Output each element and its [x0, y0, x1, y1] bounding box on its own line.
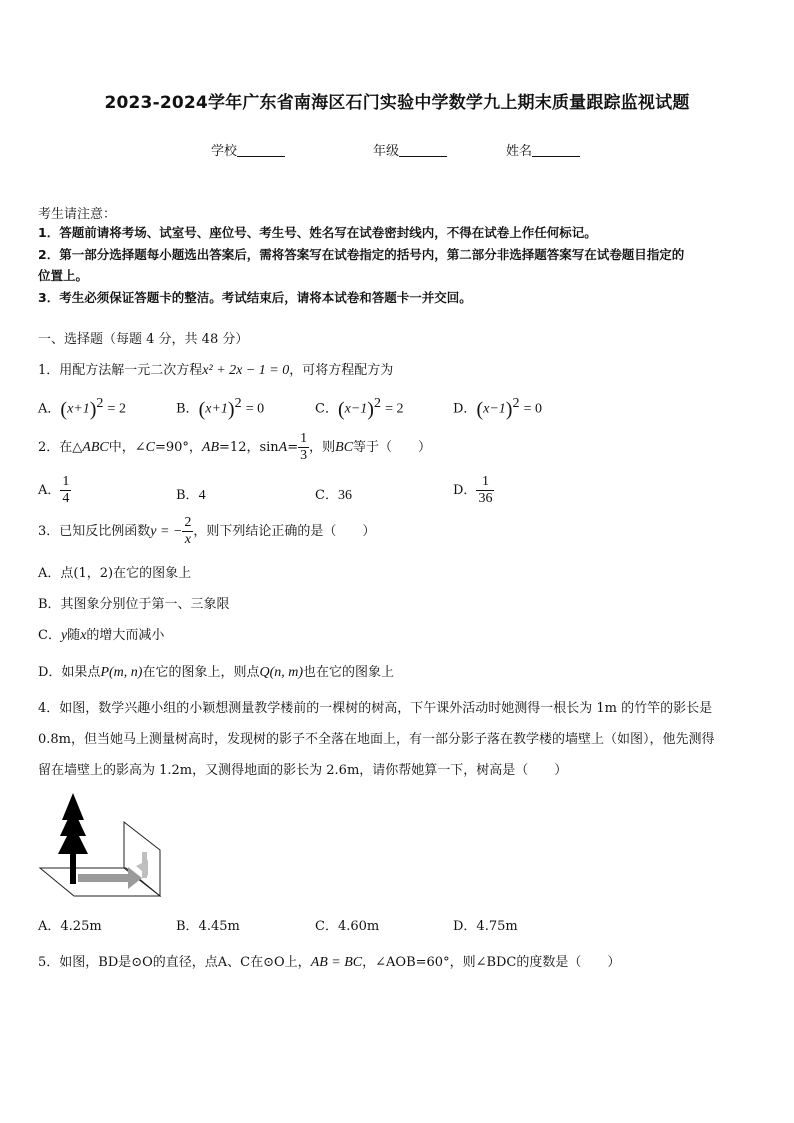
- q3-option-a[interactable]: A．点(1，2)在它的图象上: [38, 566, 192, 581]
- notice-item-3: 3．考生必须保证答题卡的整洁。考试结束后，请将本试卷和答题卡一并交回。: [38, 290, 472, 305]
- q2-option-d[interactable]: D． $\frac{1}{36}$: [453, 474, 493, 506]
- section-heading: 一、选择题（每题 4 分，共 48 分）: [38, 332, 249, 347]
- notice-item-2: 2．第一部分选择题每小题选出答案后，需将答案写在试卷指定的括号内，第二部分非选择题答案写在试卷题目指定的: [38, 247, 685, 262]
- tree-shadow-figure: [38, 790, 163, 900]
- q2-fraction: $\frac{1}{3}$: [300, 431, 308, 463]
- page-title: 2023-2024学年广东省南海区石门实验中学数学九上期末质量跟踪监视试题: [104, 93, 690, 113]
- question-4-line-1: 4．如图，数学兴趣小组的小颖想测量教学楼前的一棵树的树高，下午课外活动时她测得一根长为 1m 的竹竿的影长是: [38, 701, 713, 716]
- tree-icon: [58, 793, 88, 884]
- name-label: 姓名: [506, 144, 533, 159]
- q3-option-b[interactable]: B．其图象分别位于第一、三象限: [38, 597, 230, 612]
- question-4-line-3: 留在墙壁上的影高为 1.2m，又测得地面的影长为 2.6m，请你帮她算一下，树高是（ ）: [38, 763, 568, 778]
- q2-option-c[interactable]: C．36: [315, 488, 352, 503]
- q2-option-b[interactable]: B．4: [176, 488, 206, 503]
- grade-label: 年级: [373, 144, 400, 159]
- notice-heading: 考生请注意：: [38, 207, 117, 222]
- name-field[interactable]: [506, 140, 580, 159]
- notice-item-2-cont: 位置上。: [38, 268, 89, 283]
- q2-option-a[interactable]: A． $\frac{1}{4}$: [38, 474, 70, 506]
- q3-option-d[interactable]: D．如果点P(m, n)在它的图象上，则点Q(n, m)也在它的图象上: [38, 665, 395, 680]
- school-label: 学校: [211, 144, 238, 159]
- q4-option-b[interactable]: B．4.45m: [176, 919, 240, 934]
- shadow-arrow: [78, 852, 148, 889]
- q3-option-c[interactable]: C．y随x的增大而减小: [38, 628, 165, 643]
- question-4-line-2: 0.8m，但当她马上测量树高时，发现树的影子不全落在地面上，有一部分影子落在教学楼的墙壁上（如图），他先测得: [38, 732, 715, 747]
- q1-option-a[interactable]: A．$(x+1)^2 = 2$: [38, 396, 126, 421]
- question-5: 5．如图，BD是⊙O的直径，点A、C在⊙O上，AB = BC，∠AOB=60°，则∠BDC的度数是（ ）: [38, 955, 621, 970]
- grade-field[interactable]: [373, 140, 447, 159]
- question-1: 1．用配方法解一元二次方程x² + 2x − 1 = 0，可将方程配方为: [38, 363, 394, 378]
- q4-option-a[interactable]: A．4.25m: [38, 919, 102, 934]
- q3-fraction: $\frac{2}{x}$: [184, 515, 192, 547]
- q1-equation: x² + 2x − 1 = 0: [202, 363, 290, 378]
- q4-option-d[interactable]: D．4.75m: [453, 919, 518, 934]
- question-3: 3．已知反比例函数y = − $\frac{2}{x}$ ，则下列结论正确的是（ ）: [38, 515, 376, 547]
- notice-item-1: 1．答题前请将考场、试室号、座位号、考生号、姓名写在试卷密封线内，不得在试卷上作任何标记。: [38, 225, 597, 240]
- school-field[interactable]: [211, 140, 285, 159]
- q1-option-c[interactable]: C．$(x-1)^2 = 2$: [315, 396, 404, 421]
- q4-option-c[interactable]: C．4.60m: [315, 919, 380, 934]
- q1-option-b[interactable]: B．$(x+1)^2 = 0$: [176, 396, 265, 421]
- q1-option-d[interactable]: D．$(x-1)^2 = 0$: [453, 396, 542, 421]
- q5-arc-equality: AB = BC: [310, 955, 363, 970]
- question-2: 2．在△ABC中，∠C=90°，AB=12，sinA= $\frac{1}{3}$ ，则BC等于（ ）: [38, 431, 432, 463]
